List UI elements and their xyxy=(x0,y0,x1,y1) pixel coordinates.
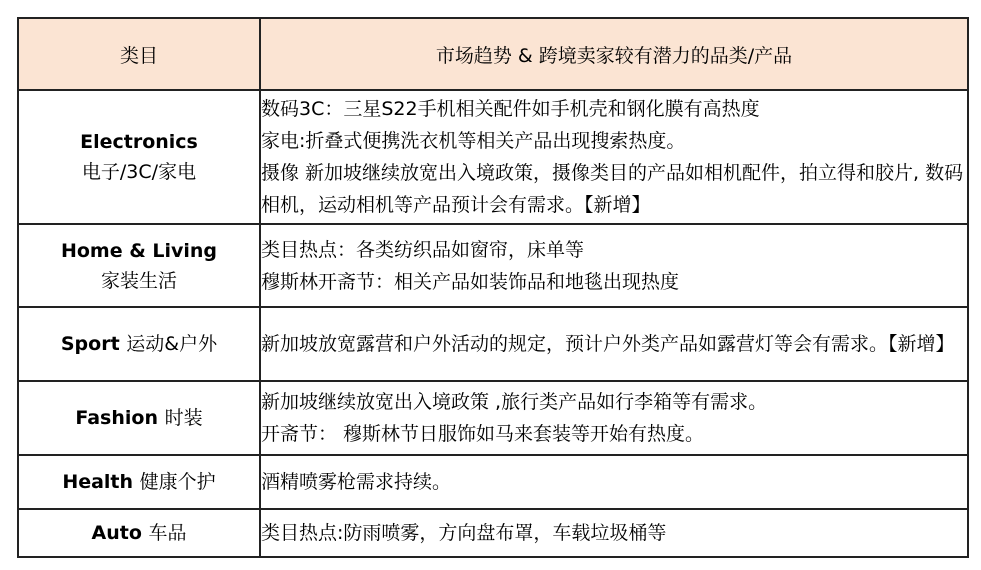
category-cn: 车品 xyxy=(148,522,187,544)
trend-cell xyxy=(260,381,968,455)
trend-cell xyxy=(260,90,968,224)
trend-line: 家电:折叠式便携洗衣机等相关产品出现搜索热度。 xyxy=(261,130,686,152)
category-cn: 电子/3C/家电 xyxy=(81,161,197,183)
category-cell xyxy=(18,224,260,307)
table-row-auto xyxy=(18,509,968,557)
category-cell xyxy=(18,381,260,455)
trend-line: 开斋节： 穆斯林节日服饰如马来套装等开始有热度。 xyxy=(261,423,705,445)
trend-line: 类目热点：各类纺织品如窗帘，床单等 xyxy=(261,238,585,261)
trend-line: 新加坡继续放宽出入境政策 ,旅行类产品如行李箱等有需求。 xyxy=(261,391,768,413)
table-row-electronics xyxy=(18,90,968,224)
trend-cell xyxy=(260,307,968,381)
category-cn: 运动&户外 xyxy=(126,333,218,355)
trend-cell xyxy=(260,455,968,509)
category-cell xyxy=(18,307,260,381)
category-en: Home & Living xyxy=(60,239,218,262)
trend-line: 酒精喷雾枪需求持续。 xyxy=(261,471,452,493)
trend-cell xyxy=(260,509,968,557)
table-row-home-living xyxy=(18,224,968,307)
table-row-sport xyxy=(18,307,968,381)
category-trend-table xyxy=(17,17,969,558)
category-en: Auto xyxy=(91,522,149,544)
header-category: 类目 xyxy=(18,18,260,90)
category-cell xyxy=(18,90,260,224)
category-en: Health xyxy=(62,471,140,493)
trend-line: 类目热点:防雨喷雾，方向盘布罩，车载垃圾桶等 xyxy=(261,522,667,544)
category-cn: 家装生活 xyxy=(100,269,177,292)
category-cell xyxy=(18,455,260,509)
category-en: Fashion xyxy=(75,407,165,429)
header-row xyxy=(18,18,968,90)
table-row-fashion xyxy=(18,381,968,455)
category-en: Sport xyxy=(60,333,127,355)
trend-line: 新加坡放宽露营和户外活动的规定，预计户外类产品如露营灯等会有需求。【新增】 xyxy=(261,333,955,355)
category-cn: 健康个护 xyxy=(139,471,216,493)
header-trend: 市场趋势 & 跨境卖家较有潜力的品类/产品 xyxy=(260,18,968,90)
category-cell xyxy=(18,509,260,557)
table-row-health xyxy=(18,455,968,509)
trend-line: 穆斯林开斋节：相关产品如装饰品和地毯出现热度 xyxy=(261,270,680,293)
trend-line: 摄像 新加坡继续放宽出入境政策，摄像类目的产品如相机配件，拍立得和胶片, 数码相机，运动相机等产品预计会有需求。【新增】 xyxy=(261,162,964,216)
trend-cell xyxy=(260,224,968,307)
trend-line: 数码3C：三星S22手机相关配件如手机壳和钢化膜有高热度 xyxy=(261,98,760,120)
category-cn: 时装 xyxy=(164,407,203,429)
category-en: Electronics xyxy=(80,131,198,153)
